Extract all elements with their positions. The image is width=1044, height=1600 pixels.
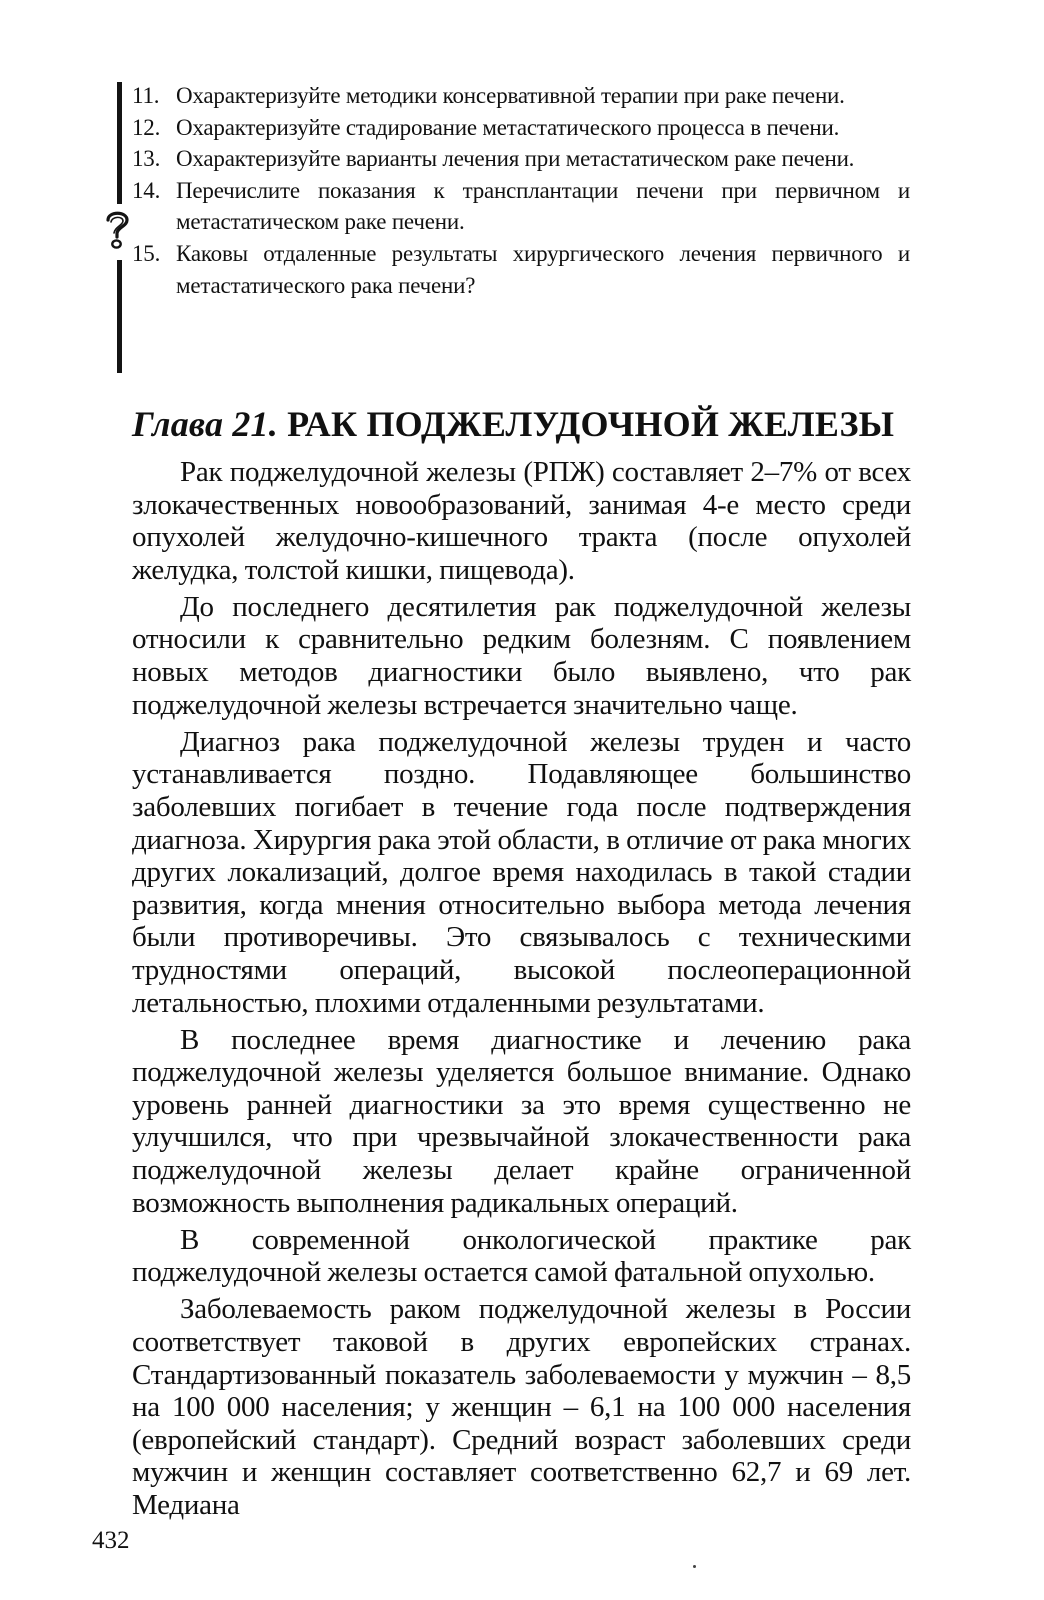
paragraph: Диагноз рака поджелудочной железы труден и часто устанавливается поздно. Подавляющее большинство заболевших погибает в течение года после подтверждения диагноза. Хирургия рака этой области, в отличие от рака многих других локализаций, долгое время находилась в такой стадии развития, когда мнения относительно выбора метода лечения были противоречивы. Это связывалось с техническими трудностями операций, высокой послеоперационной летальностью, плохими отдаленными результатами. (132, 725, 911, 1019)
review-questions-list (132, 80, 910, 301)
paragraph: До последнего десятилетия рак поджелудочной железы относили к сравнительно редким болезням. С появлением новых методов диагностики было выявлено, что рак поджелудочной железы встречается значительно чаще. (132, 590, 911, 721)
margin-bar-bottom (117, 260, 122, 373)
question-number: 15. (132, 240, 161, 266)
question-item (132, 238, 910, 301)
question-item (132, 80, 910, 112)
question-number: 13. (132, 146, 161, 172)
chapter-title: РАК ПОДЖЕЛУДОЧНОЙ ЖЕЛЕЗЫ (287, 404, 895, 444)
margin-bar-top (117, 82, 122, 204)
question-text: Охарактеризуйте стадирование метастатического процесса в печени. (176, 114, 840, 140)
scan-speck (693, 1565, 696, 1568)
question-item (132, 112, 910, 144)
question-number: 12. (132, 114, 161, 140)
question-item (132, 175, 910, 238)
paragraph: В последнее время диагностике и лечению рака поджелудочной железы уделяется большое внимание. Однако уровень ранней диагностики за это время существенно не улучшился, что при чрезвычайной злокачественности рака поджелудочной железы делает крайне ограниченной возможность выполнения радикальных операций. (132, 1023, 911, 1219)
chapter-body (132, 456, 911, 1526)
question-number: 11. (132, 83, 160, 108)
question-text: Охарактеризуйте методики консервативной терапии при раке печени. (176, 83, 845, 108)
page-number: 432 (92, 1527, 130, 1554)
question-text: Каковы отдаленные результаты хирургического лечения первичного и метастатического рака печени? (176, 240, 910, 298)
paragraph: Рак поджелудочной железы (РПЖ) составляет 2–7% от всех злокачественных новообразований, занимая 4-е место среди опухолей желудочно-кишечного тракта (после опухолей желудка, толстой кишки, пищевода). (132, 456, 911, 586)
question-mark-icon (101, 206, 133, 254)
question-number: 14. (132, 177, 161, 203)
question-item (132, 143, 910, 175)
paragraph: Заболеваемость раком поджелудочной железы в России соответствует таковой в других европейских странах. Стандартизованный показатель заболеваемости у мужчин – 8,5 на 100 000 населения; у женщин – 6,1 на 100 000 населения (европейский стандарт). Средний возраст заболевших среди мужчин и женщин составляет соответственно 62,7 и 69 лет. Медиана (132, 1293, 911, 1521)
paragraph: В современной онкологической практике рак поджелудочной железы остается самой фатальной опухолью. (132, 1223, 911, 1289)
question-text: Перечислите показания к трансплантации печени при первичном и метастатическом раке печени. (176, 177, 910, 235)
chapter-label: Глава 21. (132, 404, 278, 444)
chapter-heading (132, 402, 912, 446)
question-text: Охарактеризуйте варианты лечения при метастатическом раке печени. (176, 146, 855, 172)
